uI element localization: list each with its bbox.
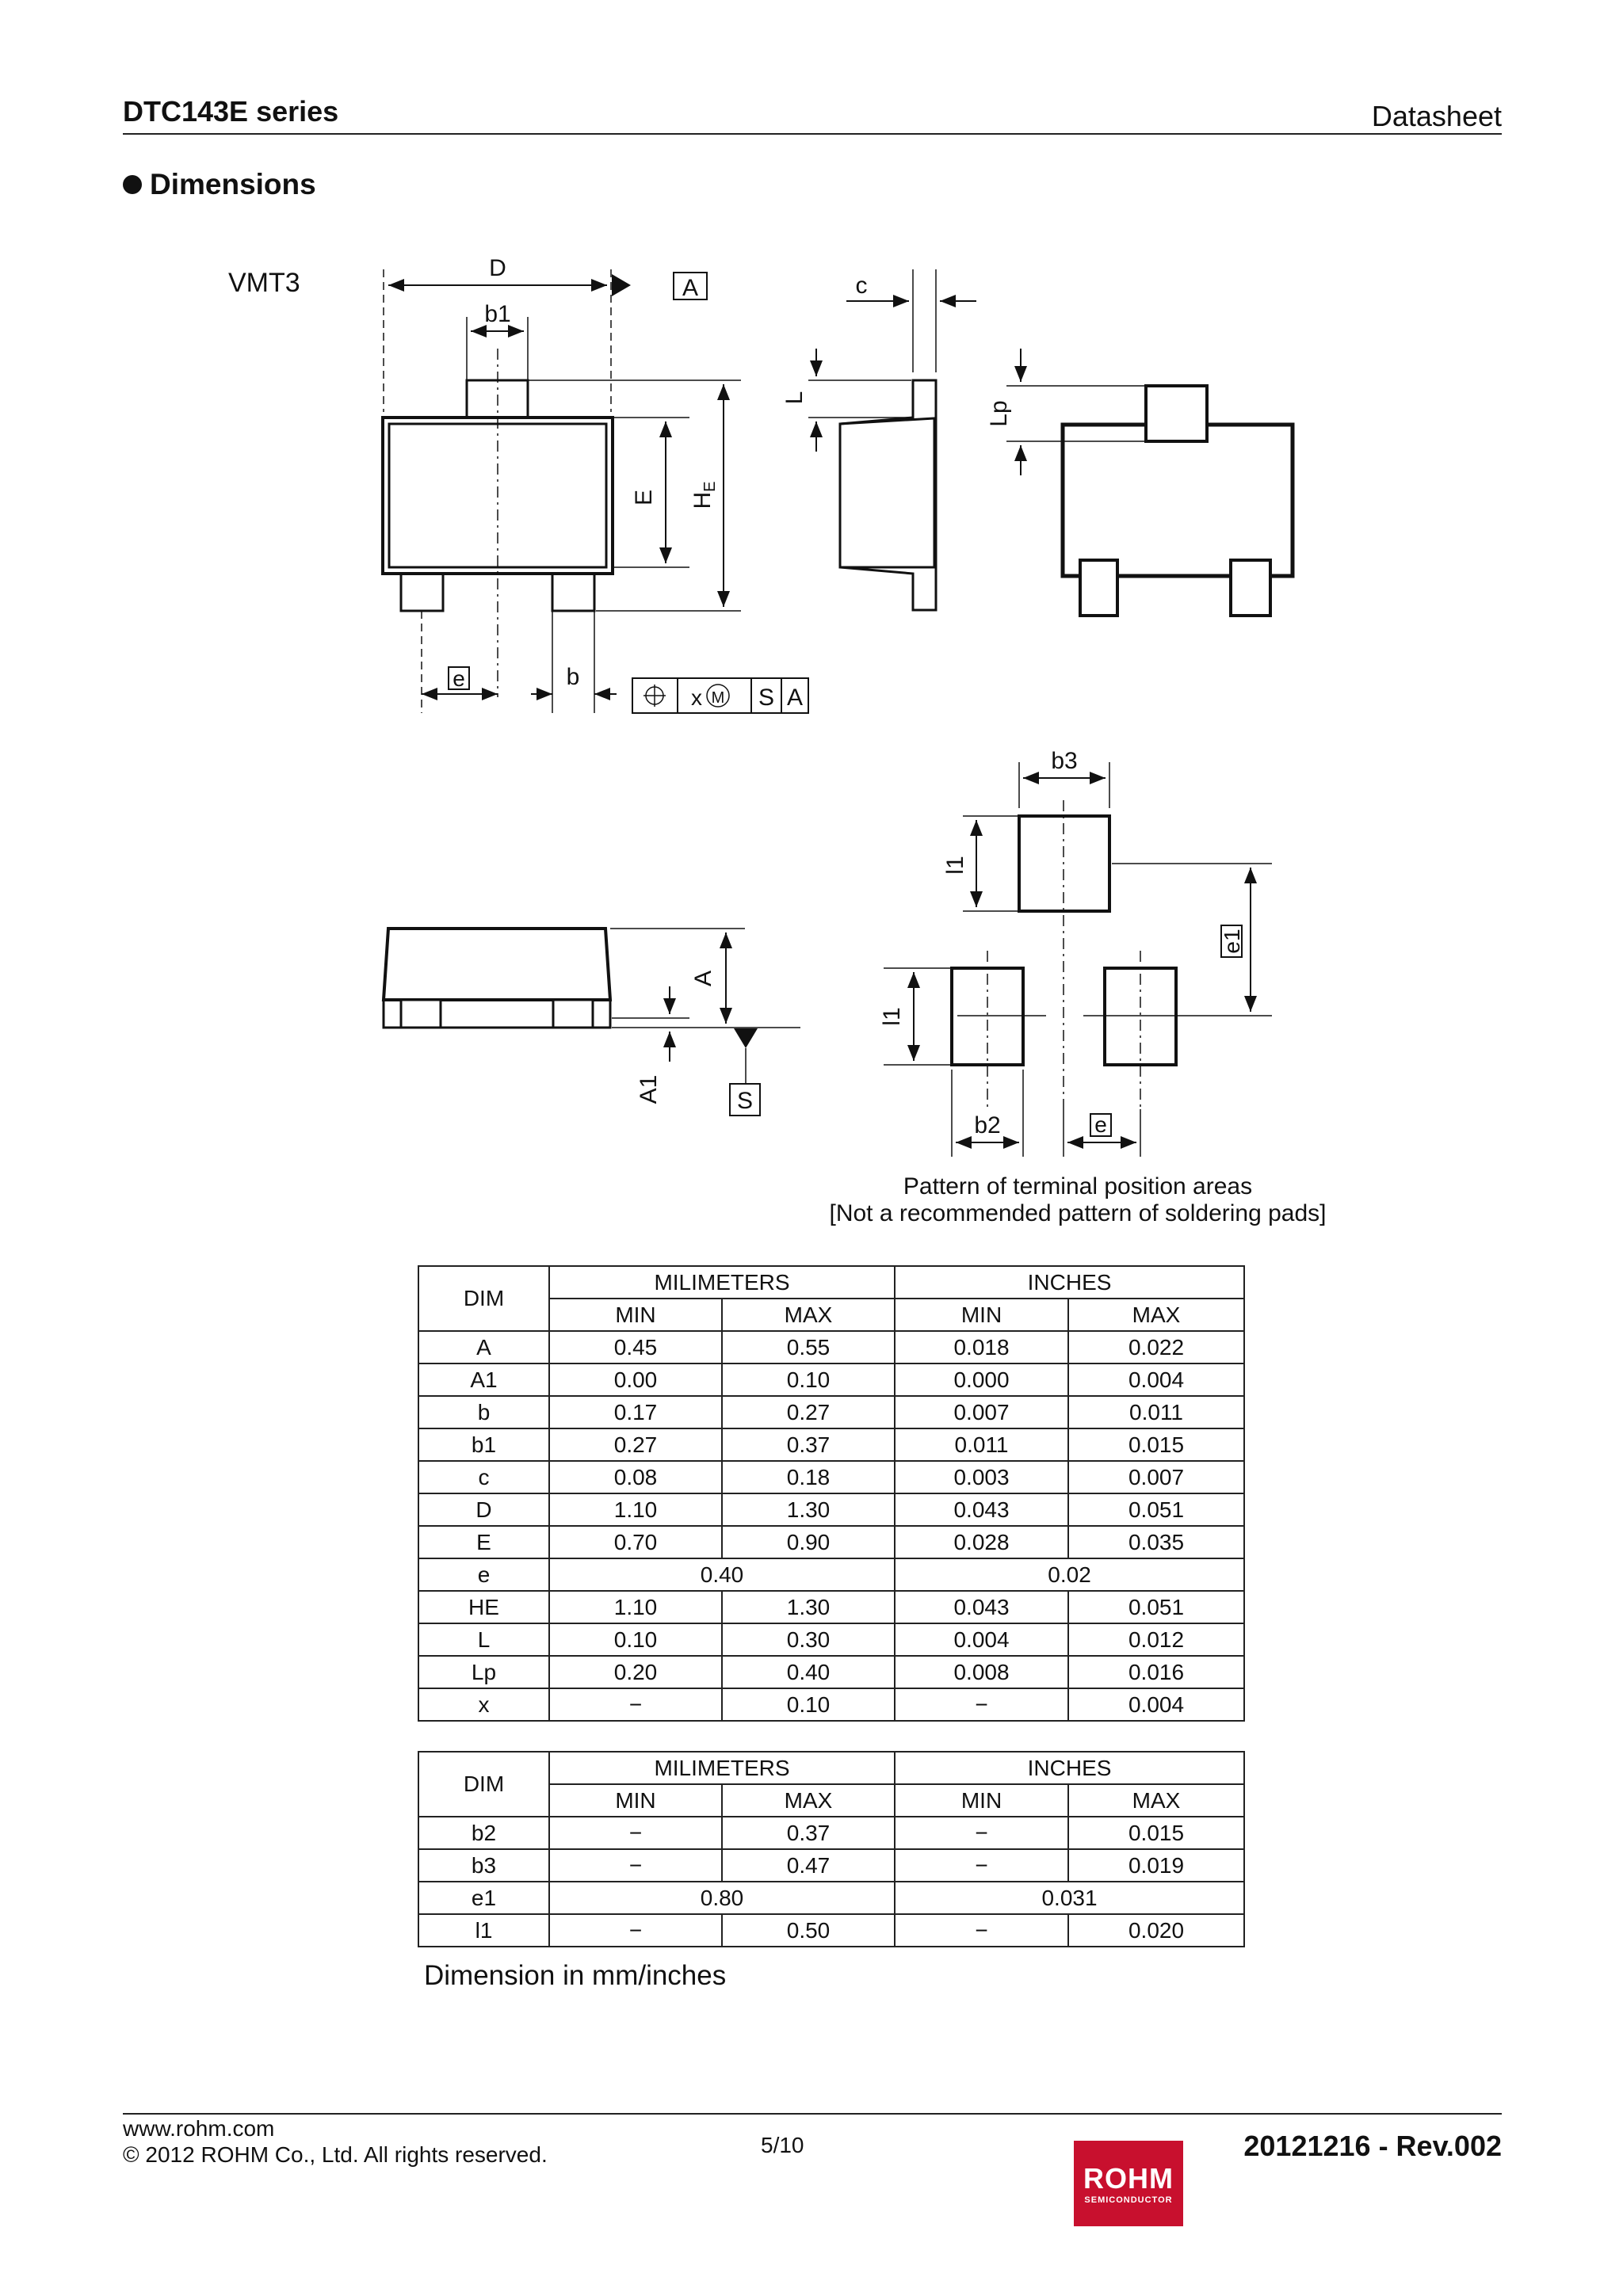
units-note: Dimension in mm/inches: [424, 1960, 727, 1991]
in-min-cell: 0.004: [895, 1623, 1068, 1656]
table2-sub-in-min: MIN: [895, 1784, 1068, 1817]
label-Lp: Lp: [986, 400, 1012, 427]
label-e: e: [453, 666, 465, 691]
table-row: [418, 1331, 1244, 1363]
mm-min-cell: −: [549, 1914, 722, 1947]
dim-cell: c: [418, 1461, 549, 1493]
mm-max-cell: 1.30: [722, 1493, 895, 1526]
label-b1: b1: [484, 301, 511, 327]
table1-body: [418, 1331, 1244, 1721]
table2-sub-in-max: MAX: [1068, 1784, 1244, 1817]
mm-min-cell: 1.10: [549, 1493, 722, 1526]
in-min-cell: 0.000: [895, 1363, 1068, 1396]
in-min-cell: 0.043: [895, 1493, 1068, 1526]
table1-sub-mm-max: MAX: [722, 1299, 895, 1331]
in-max-cell: 0.022: [1068, 1331, 1244, 1363]
dim-cell: b3: [418, 1849, 549, 1882]
mm-max-cell: 0.50: [722, 1914, 895, 1947]
label-HE: $H_E$: [689, 481, 719, 509]
mm-value-cell: 0.80: [549, 1882, 895, 1914]
in-max-cell: 0.035: [1068, 1526, 1244, 1558]
in-min-cell: 0.011: [895, 1428, 1068, 1461]
label-L: L: [781, 391, 808, 405]
table1-sub-in-min: MIN: [895, 1299, 1068, 1331]
table-row: [418, 1461, 1244, 1493]
table-row: [418, 1914, 1244, 1947]
dim-cell: A1: [418, 1363, 549, 1396]
label-e1: e1: [1220, 929, 1244, 954]
in-min-cell: −: [895, 1914, 1068, 1947]
table-row: [418, 1817, 1244, 1849]
in-min-cell: 0.018: [895, 1331, 1068, 1363]
label-A: A: [690, 970, 716, 987]
mm-max-cell: 0.37: [722, 1817, 895, 1849]
table2-in-header: INCHES: [895, 1752, 1244, 1784]
table-row: [418, 1558, 1244, 1591]
in-max-cell: 0.012: [1068, 1623, 1244, 1656]
in-min-cell: 0.008: [895, 1656, 1068, 1688]
table2-sub-mm-max: MAX: [722, 1784, 895, 1817]
label-l1-top: l1: [942, 856, 968, 875]
mm-max-cell: 0.37: [722, 1428, 895, 1461]
revision: 20121216 - Rev.002: [1243, 2130, 1502, 2162]
in-max-cell: 0.016: [1068, 1656, 1244, 1688]
label-D: D: [489, 255, 506, 281]
label-b: b: [566, 664, 580, 690]
mm-max-cell: 0.27: [722, 1396, 895, 1428]
gdt-m: M: [711, 689, 725, 707]
dim-cell: b: [418, 1396, 549, 1428]
end-view: [1006, 349, 1293, 616]
in-min-cell: 0.043: [895, 1591, 1068, 1623]
page-number: 5/10: [761, 2133, 804, 2157]
dim-cell: e: [418, 1558, 549, 1591]
mm-min-cell: 1.10: [549, 1591, 722, 1623]
footer-copyright: © 2012 ROHM Co., Ltd. All rights reserved.: [123, 2142, 548, 2167]
in-max-cell: 0.011: [1068, 1396, 1244, 1428]
mm-max-cell: 0.10: [722, 1688, 895, 1721]
table2-mm-header: MILIMETERS: [549, 1752, 895, 1784]
in-max-cell: 0.004: [1068, 1688, 1244, 1721]
in-max-cell: 0.015: [1068, 1428, 1244, 1461]
document-type: Datasheet: [1371, 100, 1502, 132]
dim-cell: l1: [418, 1914, 549, 1947]
label-A1: A1: [636, 1074, 662, 1104]
document-title: DTC143E series: [123, 95, 339, 128]
label-E: E: [631, 489, 657, 506]
table-row: [418, 1623, 1244, 1656]
package-name: VMT3: [228, 268, 300, 298]
mm-max-cell: 1.30: [722, 1591, 895, 1623]
table-row: [418, 1396, 1244, 1428]
mm-min-cell: −: [549, 1849, 722, 1882]
label-b2: b2: [974, 1112, 1001, 1138]
dim-cell: HE: [418, 1591, 549, 1623]
table1-dim-header: DIM: [418, 1266, 549, 1331]
mm-min-cell: 0.70: [549, 1526, 722, 1558]
table-row: [418, 1428, 1244, 1461]
dim-cell: A: [418, 1331, 549, 1363]
mm-max-cell: 0.47: [722, 1849, 895, 1882]
table1-sub-in-max: MAX: [1068, 1299, 1244, 1331]
side-view: [808, 269, 976, 610]
logo-main-text: ROHM: [1083, 2162, 1174, 2195]
mm-max-cell: 0.18: [722, 1461, 895, 1493]
dim-cell: D: [418, 1493, 549, 1526]
in-max-cell: 0.020: [1068, 1914, 1244, 1947]
table-row: [418, 1688, 1244, 1721]
dim-cell: b1: [418, 1428, 549, 1461]
table2-sub-mm-min: MIN: [549, 1784, 722, 1817]
in-max-cell: 0.051: [1068, 1493, 1244, 1526]
mm-min-cell: 0.00: [549, 1363, 722, 1396]
in-min-cell: 0.007: [895, 1396, 1068, 1428]
mm-min-cell: 0.10: [549, 1623, 722, 1656]
table-row: [418, 1656, 1244, 1688]
in-min-cell: 0.028: [895, 1526, 1068, 1558]
dim-cell: b2: [418, 1817, 549, 1849]
in-max-cell: 0.019: [1068, 1849, 1244, 1882]
label-e-bottom: e: [1094, 1112, 1107, 1137]
mm-min-cell: 0.45: [549, 1331, 722, 1363]
mm-max-cell: 0.30: [722, 1623, 895, 1656]
table1-in-header: INCHES: [895, 1266, 1244, 1299]
mm-max-cell: 0.55: [722, 1331, 895, 1363]
in-max-cell: 0.051: [1068, 1591, 1244, 1623]
dim-cell: E: [418, 1526, 549, 1558]
in-value-cell: 0.02: [895, 1558, 1244, 1591]
gdt-a: A: [786, 685, 804, 711]
in-min-cell: −: [895, 1688, 1068, 1721]
footer-divider: [123, 2113, 1502, 2115]
table2-body: [418, 1817, 1244, 1947]
table-row: [418, 1526, 1244, 1558]
table-row: [418, 1882, 1244, 1914]
in-value-cell: 0.031: [895, 1882, 1244, 1914]
gdt-s: S: [758, 685, 775, 711]
logo-sub-text: SEMICONDUCTOR: [1084, 2195, 1173, 2205]
mm-min-cell: −: [549, 1688, 722, 1721]
mm-max-cell: 0.90: [722, 1526, 895, 1558]
table1-sub-mm-min: MIN: [549, 1299, 722, 1331]
in-max-cell: 0.007: [1068, 1461, 1244, 1493]
label-b3: b3: [1051, 748, 1078, 774]
mm-max-cell: 0.40: [722, 1656, 895, 1688]
table-row: [418, 1363, 1244, 1396]
mm-min-cell: 0.17: [549, 1396, 722, 1428]
dim-cell: Lp: [418, 1656, 549, 1688]
pattern-caption-line2: [Not a recommended pattern of soldering pads]: [829, 1200, 1327, 1226]
table2-dim-header: DIM: [418, 1752, 549, 1817]
dim-cell: x: [418, 1688, 549, 1721]
label-S: S: [736, 1088, 754, 1114]
table-row: [418, 1591, 1244, 1623]
label-A-ref: A: [682, 275, 699, 301]
label-c: c: [855, 273, 868, 299]
mm-min-cell: 0.08: [549, 1461, 722, 1493]
mm-min-cell: 0.27: [549, 1428, 722, 1461]
table-row: [418, 1849, 1244, 1882]
pattern-caption-line1: Pattern of terminal position areas: [903, 1173, 1253, 1199]
dimension-table-pattern: [418, 1751, 1245, 1947]
label-l1-left: l1: [879, 1007, 905, 1026]
top-view: [383, 269, 808, 713]
terminal-pattern: [884, 762, 1272, 1157]
table-row: [418, 1493, 1244, 1526]
gdt-x: x: [691, 685, 702, 710]
in-min-cell: 0.003: [895, 1461, 1068, 1493]
in-max-cell: 0.015: [1068, 1817, 1244, 1849]
in-min-cell: −: [895, 1849, 1068, 1882]
mm-min-cell: 0.20: [549, 1656, 722, 1688]
in-min-cell: −: [895, 1817, 1068, 1849]
mm-value-cell: 0.40: [549, 1558, 895, 1591]
rohm-logo: [1074, 2141, 1183, 2226]
mm-min-cell: −: [549, 1817, 722, 1849]
mm-max-cell: 0.10: [722, 1363, 895, 1396]
dim-cell: e1: [418, 1882, 549, 1914]
dimension-table-main: [418, 1265, 1245, 1722]
in-max-cell: 0.004: [1068, 1363, 1244, 1396]
footer-website[interactable]: www.rohm.com: [123, 2116, 275, 2141]
section-title: Dimensions: [150, 168, 316, 200]
dim-cell: L: [418, 1623, 549, 1656]
table1-mm-header: MILIMETERS: [549, 1266, 895, 1299]
